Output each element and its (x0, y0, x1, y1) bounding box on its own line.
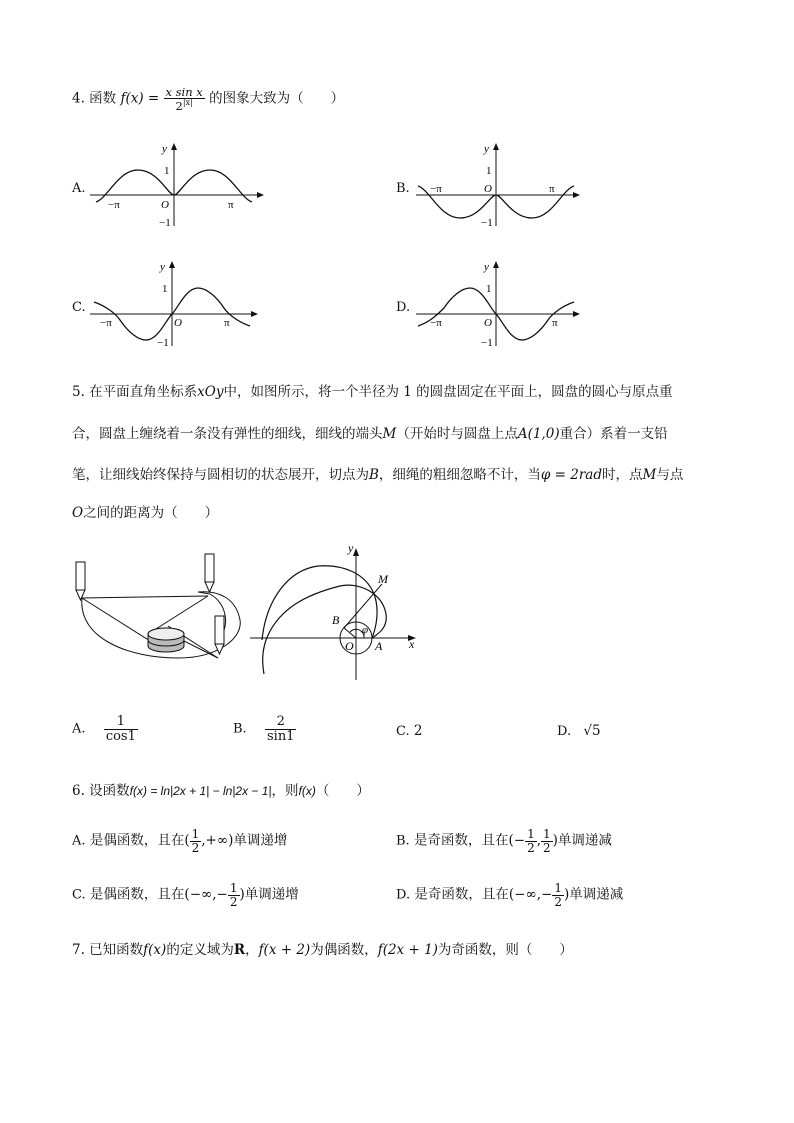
svg-text:1: 1 (162, 283, 168, 295)
svg-text:O: O (161, 199, 169, 211)
svg-text:y: y (348, 544, 354, 555)
svg-text:y: y (160, 261, 165, 273)
pencil-icon (205, 554, 214, 592)
svg-text:φ: φ (362, 624, 369, 636)
svg-text:π: π (224, 317, 230, 329)
q6-stem: 6. 设函数f(x) = ln|2x + 1| − ln|2x − 1|，则f(x)（ ） (72, 783, 370, 799)
svg-text:π: π (549, 183, 555, 195)
q6-option-c[interactable]: C. 是偶函数，且在(−∞,− $\frac{1}{2}$ )单调递增 (72, 881, 299, 909)
q5-line-1: 5. 在平面直角坐标系xOy中，如图所示，将一个半径为 1 的圆盘固定在平面上，圆盘的圆心与原点重 (72, 384, 673, 400)
q5-illustration-disk (68, 548, 250, 676)
svg-text:A: A (375, 639, 383, 653)
q4-option-d-label[interactable]: D. (396, 300, 411, 315)
svg-text:π: π (552, 317, 558, 329)
y-axis-arrow (353, 548, 359, 556)
svg-text:−π: −π (430, 183, 442, 195)
q5-line-3: 笔，让细线始终保持与圆相切的状态展开，切点为B，细绳的粗细忽略不计，当φ = 2rad时，点M与点 (72, 467, 684, 483)
svg-text:x: x (409, 637, 415, 651)
svg-text:y: y (162, 143, 167, 155)
svg-text:−π: −π (430, 317, 442, 329)
q4-fraction: $\frac{\text{x sin x}}{2^{|x|}}$ (165, 85, 203, 113)
q4-option-c-label[interactable]: C. (72, 300, 86, 315)
svg-text:O: O (174, 317, 182, 329)
y-axis-arrow (169, 261, 175, 268)
q5-line-2: 合，圆盘上缠绕着一条没有弹性的细线，细线的端头M（开始时与圆盘上点A(1,0)重合）系着一支铅 (72, 426, 668, 442)
x-axis-arrow (251, 311, 258, 317)
svg-text:1: 1 (486, 283, 492, 295)
svg-text:y: y (484, 143, 489, 155)
x-axis-arrow (257, 192, 264, 198)
svg-text:1: 1 (486, 165, 492, 177)
svg-text:O: O (484, 317, 492, 329)
svg-text:O: O (345, 639, 354, 653)
pencil-icon (76, 562, 85, 600)
svg-text:−π: −π (100, 317, 112, 329)
q6-option-d[interactable]: D. 是奇函数，且在(−∞,− $\frac{1}{2}$ )单调递减 (396, 881, 624, 909)
y-axis-arrow (493, 143, 499, 150)
svg-text:B: B (332, 613, 340, 627)
q4-graph-a (88, 140, 268, 230)
q7-stem: 7. 已知函数f(x)的定义域为R，f(x + 2)为偶函数，f(2x + 1)为奇函数，则（ ） (72, 942, 573, 958)
x-axis-arrow (573, 311, 580, 317)
svg-text:−1: −1 (481, 217, 493, 229)
q5-diagram-coordinate (248, 544, 426, 684)
svg-text:−1: −1 (481, 337, 493, 349)
q4-graph-c (88, 258, 268, 350)
svg-text:π: π (228, 199, 234, 211)
q5-option-b[interactable]: B. $\frac{2}{\sin 1}$ (233, 714, 295, 744)
y-axis-arrow (493, 261, 499, 268)
q5-option-a[interactable]: A. $\frac{1}{\cos 1}$ (72, 714, 136, 744)
q4-graph-b (414, 140, 594, 230)
svg-text:y: y (484, 261, 489, 273)
svg-text:O: O (484, 183, 492, 195)
q5-option-c[interactable]: C. 2 (396, 723, 423, 739)
q5-line-4: O之间的距离为（ ） (72, 505, 219, 521)
svg-text:M: M (378, 572, 388, 586)
q4-stem: 4. 函数 f(x) = $\frac{\text{x sin x}}{2^{|x|}}$ 的图象大致为（ ） (72, 85, 345, 113)
q6-option-b[interactable]: B. 是奇函数，且在(− $\frac{1}{2}$ , $\frac{1}{2}$ )单调递减 (396, 827, 612, 855)
q4-option-b-label[interactable]: B. (396, 181, 410, 196)
x-axis-arrow (573, 192, 580, 198)
q4-option-a-label[interactable]: A. (72, 181, 86, 196)
y-axis-arrow (171, 143, 177, 150)
svg-text:−1: −1 (159, 217, 171, 229)
svg-text:−1: −1 (157, 337, 169, 349)
svg-text:1: 1 (164, 165, 170, 177)
svg-text:−π: −π (108, 199, 120, 211)
q4-graph-d (414, 258, 594, 350)
q5-option-d[interactable]: D. √5 (557, 723, 601, 739)
q6-option-a[interactable]: A. 是偶函数，且在( $\frac{1}{2}$ ,+∞)单调递增 (72, 827, 288, 855)
pencil-icon (215, 616, 224, 654)
